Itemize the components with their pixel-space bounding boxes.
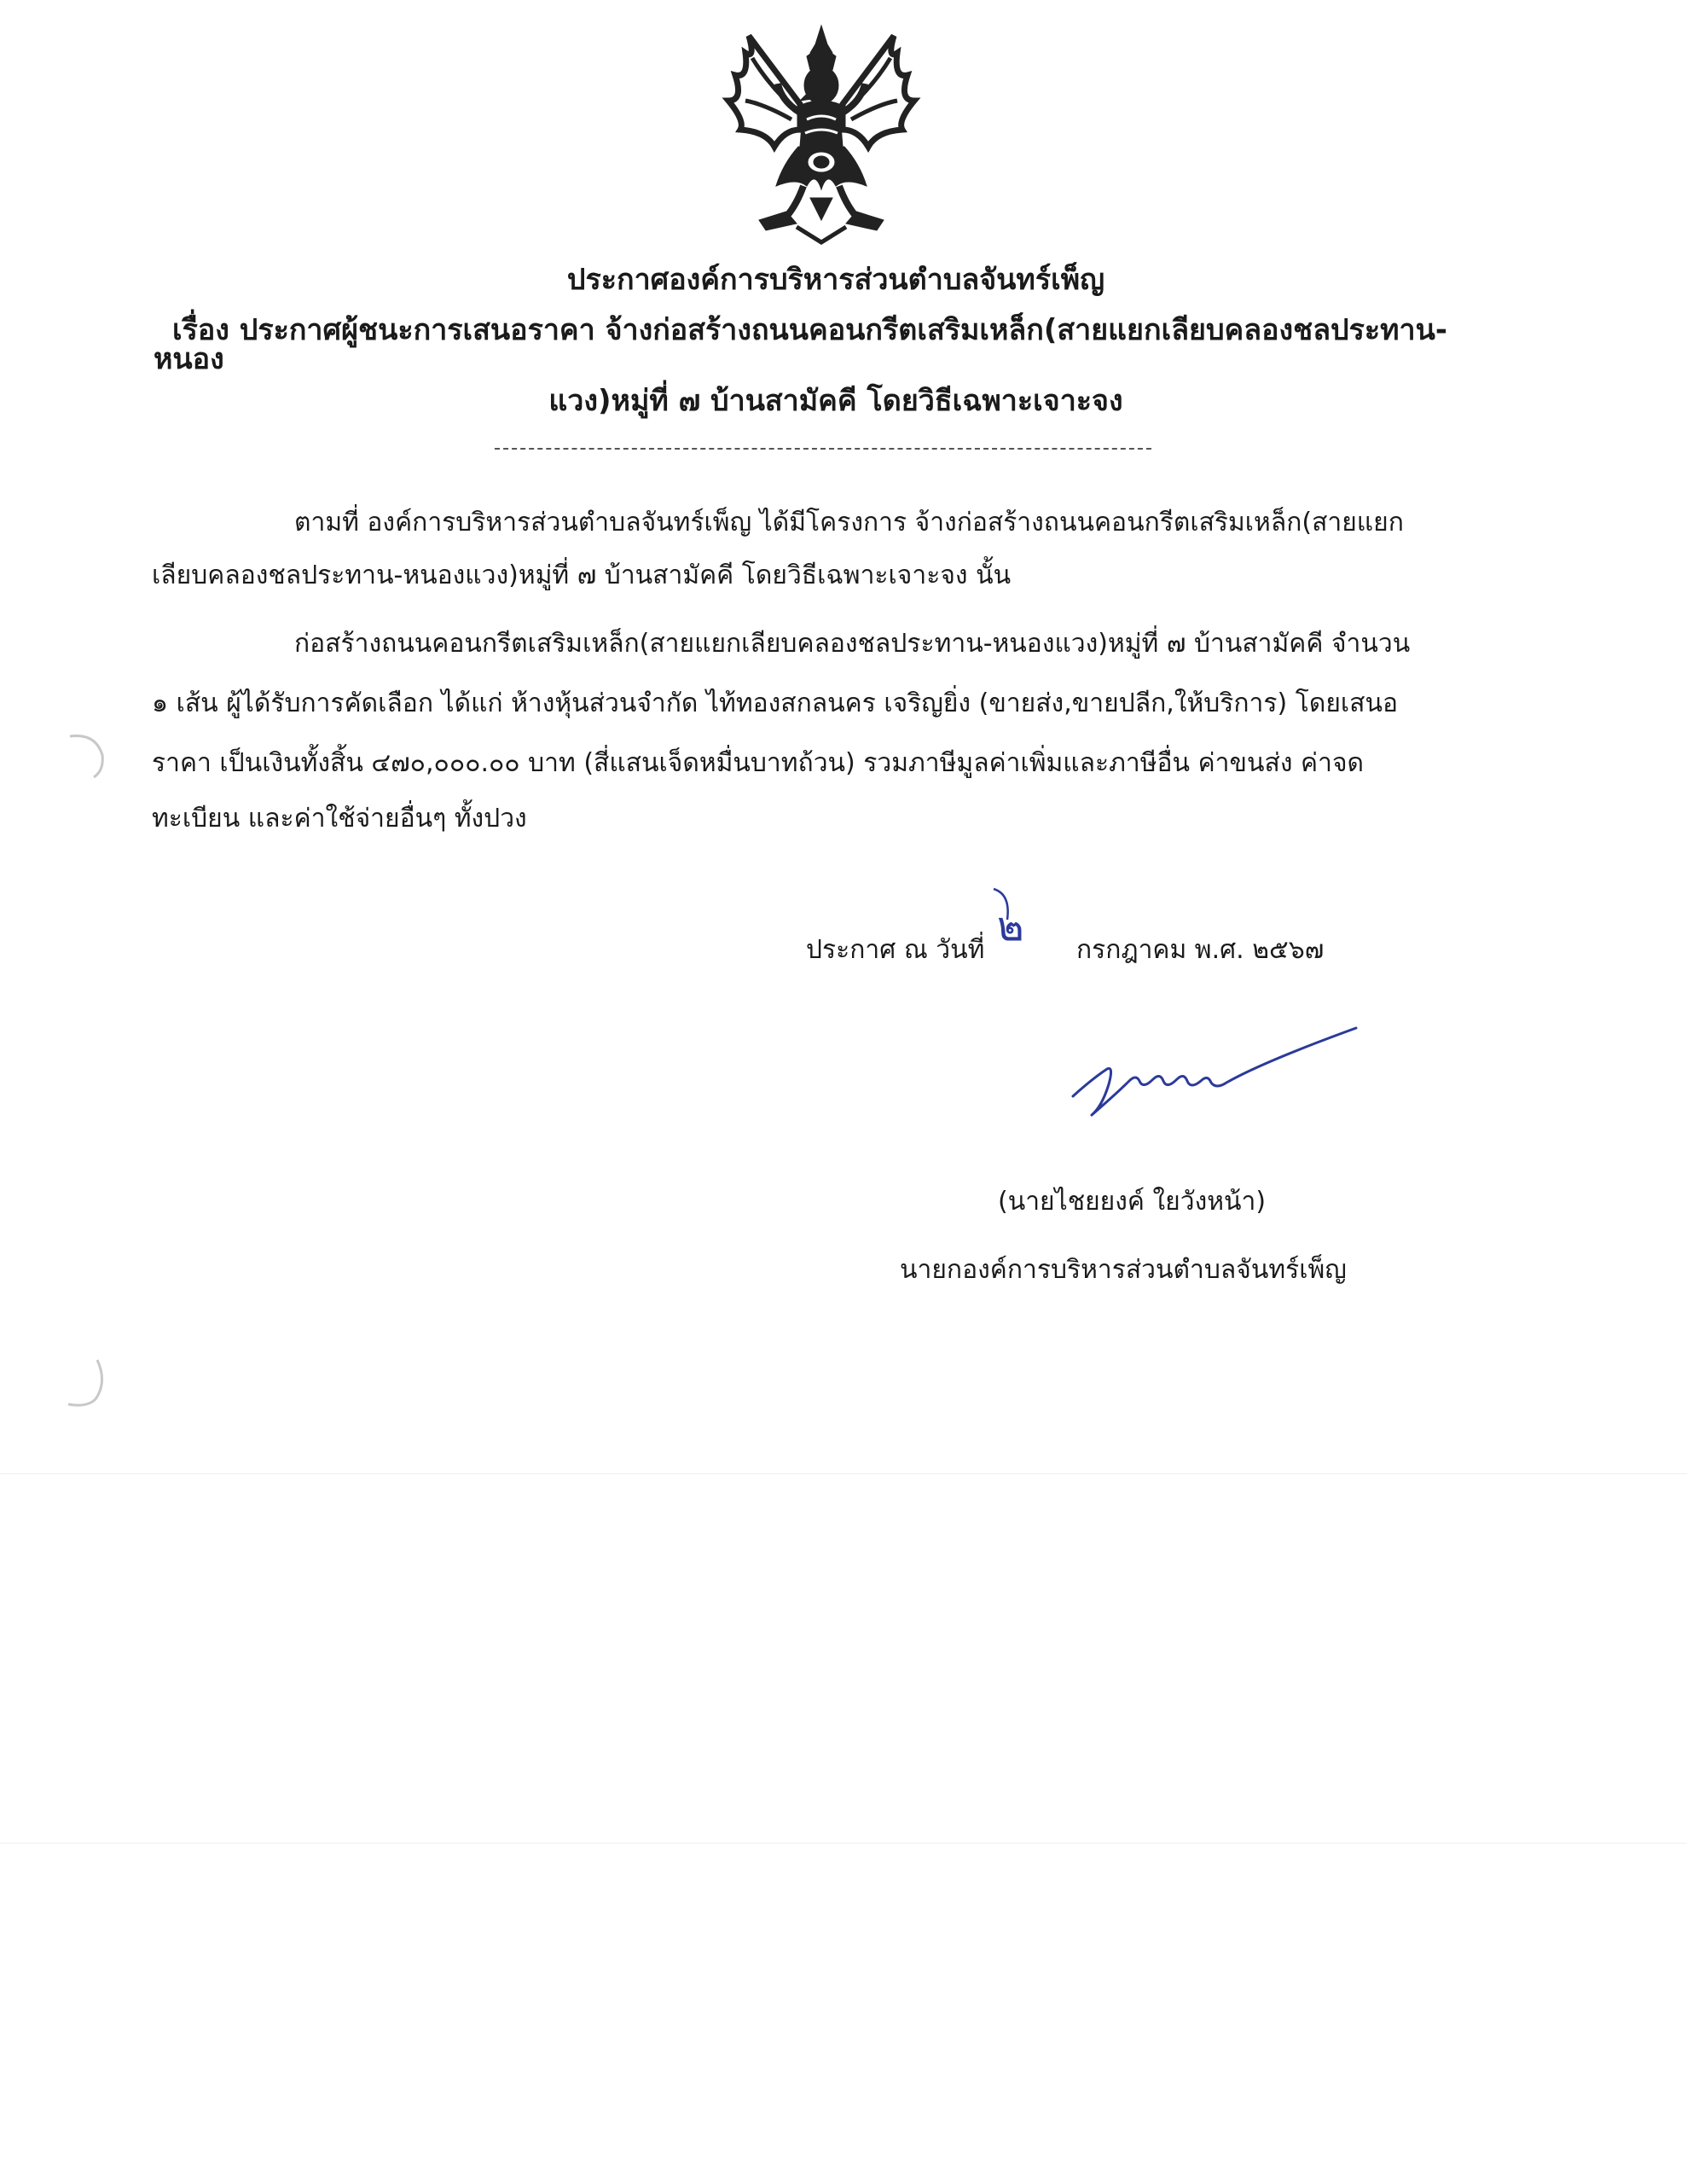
announcement-subject-line-1: เรื่อง ประกาศผู้ชนะการเสนอราคา จ้างก่อสร้างถนนคอนกรีตเสริมเหล็ก(สายแยกเลียบคลองชลประทาน-หนอง <box>154 313 1448 376</box>
hole-punch-mark <box>61 729 109 781</box>
body-paragraph-1-line-2: เลียบคลองชลประทาน-หนองแวง)หมู่ที่ ๗ บ้านสามัคคี โดยวิธีเฉพาะเจาะจง นั้น <box>152 561 1012 590</box>
hole-punch-mark <box>61 1356 109 1408</box>
signatory-name: (นายไชยยงค์ ใยวังหน้า) <box>998 1187 1267 1217</box>
scan-artifact-line <box>0 1843 1687 1844</box>
announcement-title: ประกาศองค์การบริหารส่วนตำบลจันทร์เพ็ญ <box>566 263 1105 297</box>
title-divider <box>495 448 1151 450</box>
date-suffix: กรกฎาคม พ.ศ. ๒๕๖๗ <box>1076 935 1325 965</box>
body-paragraph-2-line-3: ราคา เป็นเงินทั้งสิ้น ๔๗๐,๐๐๐.๐๐ บาท (สี่แสนเจ็ดหมื่นบาทถ้วน) รวมภาษีมูลค่าเพิ่มและภาษีอื่น ค่าขนส่ง ค่าจด <box>152 748 1365 778</box>
handwritten-day-text: ๒ <box>997 903 1024 950</box>
body-paragraph-2-line-1: ก่อสร้างถนนคอนกรีตเสริมเหล็ก(สายแยกเลียบคลองชลประทาน-หนองแวง)หมู่ที่ ๗ บ้านสามัคคี จำนวน <box>294 629 1411 659</box>
garuda-emblem-icon <box>715 19 928 247</box>
scan-artifact-line <box>0 1473 1687 1474</box>
announcement-subject-line-2: แวง)หมู่ที่ ๗ บ้านสามัคคี โดยวิธีเฉพาะเจาะจง <box>548 384 1123 418</box>
handwritten-day <box>985 886 1062 954</box>
signatory-position: นายกองค์การบริหารส่วนตำบลจันทร์เพ็ญ <box>900 1255 1347 1285</box>
handwritten-signature <box>1058 1011 1365 1122</box>
body-paragraph-2-line-4: ทะเบียน และค่าใช้จ่ายอื่นๆ ทั้งปวง <box>152 804 527 834</box>
body-paragraph-1-line-1: ตามที่ องค์การบริหารส่วนตำบลจันทร์เพ็ญ ได้มีโครงการ จ้างก่อสร้างถนนคอนกรีตเสริมเหล็ก(สายแยก <box>294 508 1404 537</box>
body-paragraph-2-line-2: ๑ เส้น ผู้ได้รับการคัดเลือก ได้แก่ ห้างหุ้นส่วนจำกัด ไท้ทองสกลนคร เจริญยิ่ง (ขายส่ง,ขายปลีก,ให้บริการ) โดยเสนอ <box>152 688 1399 718</box>
date-prefix: ประกาศ ณ วันที่ <box>806 935 985 965</box>
